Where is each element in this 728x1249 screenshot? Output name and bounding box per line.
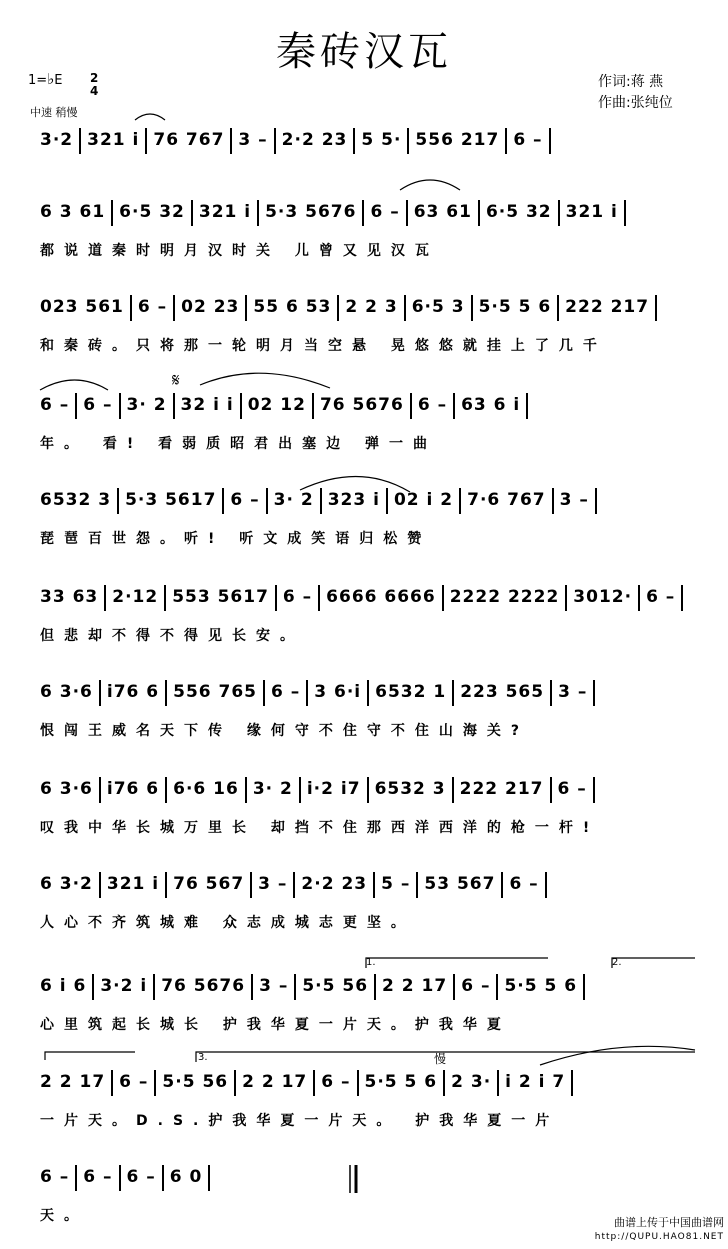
measure: 76 767 bbox=[153, 130, 225, 150]
score-system bbox=[40, 974, 700, 1054]
notes-line bbox=[40, 872, 700, 898]
bar-line bbox=[313, 1070, 315, 1096]
measure: 6 – bbox=[83, 1167, 113, 1187]
measure: 6 3·6 bbox=[40, 779, 93, 799]
measure: 6 – bbox=[370, 202, 400, 222]
notes-line bbox=[40, 585, 700, 611]
measure: 6 i 6 bbox=[40, 976, 87, 996]
bar-line bbox=[593, 680, 595, 706]
bar-line bbox=[565, 585, 567, 611]
measure: 6 – bbox=[282, 587, 313, 607]
flat-sign: ♭ bbox=[47, 70, 55, 88]
measure: 321 i bbox=[87, 130, 140, 150]
lyrics-line: 都说道秦时明月汉时关 儿曾又见汉瓦 bbox=[40, 243, 439, 259]
bar-line bbox=[79, 128, 81, 154]
bar-line bbox=[545, 872, 547, 898]
bar-line bbox=[275, 585, 277, 611]
bar-line bbox=[681, 585, 683, 611]
bar-line bbox=[452, 777, 454, 803]
measure: 02 12 bbox=[247, 395, 306, 415]
notes-line bbox=[40, 200, 700, 226]
measure: 2222 2222 bbox=[449, 587, 560, 607]
bar-line bbox=[240, 393, 242, 419]
bar-line bbox=[471, 295, 473, 321]
bar-line bbox=[173, 295, 175, 321]
bar-line bbox=[245, 777, 247, 803]
notes-line bbox=[40, 393, 700, 419]
measure: 63 61 bbox=[413, 202, 472, 222]
measure: 76 5676 bbox=[319, 395, 404, 415]
bar-line bbox=[250, 872, 252, 898]
score-system bbox=[40, 777, 700, 857]
bar-line bbox=[230, 128, 232, 154]
bar-line bbox=[557, 295, 559, 321]
measure: i76 6 bbox=[106, 779, 160, 799]
measure: 6 – bbox=[321, 1072, 351, 1092]
volta-1: 1. bbox=[366, 957, 376, 968]
bar-line bbox=[453, 393, 455, 419]
bar-line bbox=[99, 872, 101, 898]
bar-line bbox=[453, 974, 455, 1000]
volta-2: 2. bbox=[612, 957, 622, 968]
bar-line bbox=[337, 295, 339, 321]
bar-line bbox=[104, 585, 106, 611]
measure: 3 – bbox=[558, 682, 588, 702]
bar-line bbox=[153, 974, 155, 1000]
measure: 3 – bbox=[559, 490, 589, 510]
bar-line bbox=[558, 200, 560, 226]
measure: 2 2 17 bbox=[40, 1072, 106, 1092]
score-title: 秦砖汉瓦 bbox=[276, 29, 452, 75]
bar-line bbox=[245, 295, 247, 321]
measure: 6 – bbox=[417, 395, 448, 415]
measure: i·2 i7 bbox=[306, 779, 361, 799]
meter-bottom: 4 bbox=[90, 84, 99, 98]
lyrics-line: 人心不齐筑城难 众志成城志更坚。 bbox=[40, 915, 415, 931]
bar-line bbox=[638, 585, 640, 611]
measure: 6532 3 bbox=[374, 779, 446, 799]
bar-line bbox=[274, 128, 276, 154]
bar-line bbox=[111, 200, 113, 226]
segno-sign: 𝄋 bbox=[172, 370, 180, 391]
bar-line bbox=[145, 128, 147, 154]
bar-line bbox=[257, 200, 259, 226]
bar-line bbox=[497, 1070, 499, 1096]
bar-line bbox=[526, 393, 528, 419]
measure: 55 6 53 bbox=[253, 297, 332, 317]
measure: 33 63 bbox=[40, 587, 99, 607]
measure: 556 765 bbox=[173, 682, 257, 702]
measure: 3·2 bbox=[40, 130, 74, 150]
measure: 6 – bbox=[40, 1167, 70, 1187]
measure: 5·5 56 bbox=[302, 976, 369, 996]
score-system bbox=[40, 128, 700, 208]
bar-line bbox=[571, 1070, 573, 1096]
footer-line-2: http://QUPU.HAO81.NET bbox=[594, 1232, 724, 1242]
bar-line bbox=[357, 1070, 359, 1096]
measure: 76 567 bbox=[173, 874, 245, 894]
bar-line bbox=[373, 872, 375, 898]
notes-line bbox=[40, 1070, 700, 1096]
measure: 5·5 5 6 bbox=[504, 976, 578, 996]
time-signature bbox=[90, 72, 98, 98]
measure: 6666 6666 bbox=[326, 587, 436, 607]
bar-line bbox=[293, 872, 295, 898]
bar-line bbox=[406, 200, 408, 226]
bar-line bbox=[165, 777, 167, 803]
key-note: E bbox=[54, 73, 63, 88]
bar-line bbox=[452, 680, 454, 706]
measure: 6·5 3 bbox=[411, 297, 465, 317]
bar-line bbox=[624, 200, 626, 226]
measure: 5·3 5617 bbox=[125, 490, 217, 510]
measure: 6 – bbox=[119, 1072, 149, 1092]
measure: 6 – bbox=[509, 874, 539, 894]
notes-line bbox=[40, 974, 700, 1000]
footer-note bbox=[595, 1216, 724, 1244]
lyrics-line: 但悲却不得不得见长安。 bbox=[40, 628, 304, 644]
measure: 5·5 5 6 bbox=[364, 1072, 438, 1092]
measure: 2 2 17 bbox=[242, 1072, 308, 1092]
bar-line bbox=[312, 393, 314, 419]
bar-line bbox=[353, 128, 355, 154]
measure: 222 217 bbox=[459, 779, 544, 799]
measure: 2 2 3 bbox=[345, 297, 398, 317]
measure: 53 567 bbox=[424, 874, 496, 894]
measure: 6·5 32 bbox=[119, 202, 185, 222]
notes-line bbox=[40, 295, 700, 321]
measure: 023 561 bbox=[40, 297, 124, 317]
composer: 作曲:张纯位 bbox=[598, 95, 673, 111]
key-signature bbox=[28, 70, 62, 88]
score-system bbox=[40, 295, 700, 375]
score-system bbox=[40, 680, 700, 760]
tempo-marking: 中速 稍慢 bbox=[30, 106, 78, 119]
bar-line bbox=[655, 295, 657, 321]
measure: 3012· bbox=[573, 587, 633, 607]
measure: 2 3· bbox=[451, 1072, 492, 1092]
bar-line bbox=[583, 974, 585, 1000]
measure: 3· 2 bbox=[252, 779, 293, 799]
bar-line bbox=[505, 128, 507, 154]
bar-line bbox=[386, 488, 388, 514]
measure: 223 565 bbox=[460, 682, 545, 702]
bar-line bbox=[75, 393, 77, 419]
bar-line bbox=[92, 974, 94, 1000]
measure: 6 – bbox=[230, 490, 260, 510]
measure: 3 6·i bbox=[314, 682, 362, 702]
lyrics-line: 天。 bbox=[40, 1208, 88, 1224]
bar-line bbox=[407, 128, 409, 154]
bar-line bbox=[595, 488, 597, 514]
measure: 5·3 5676 bbox=[265, 202, 357, 222]
measure: 6 0 bbox=[169, 1167, 203, 1187]
measure: 63 6 i bbox=[461, 395, 521, 415]
measure: 321 i bbox=[106, 874, 160, 894]
bar-line bbox=[251, 974, 253, 1000]
measure: 6 3·2 bbox=[40, 874, 93, 894]
score-system bbox=[40, 393, 700, 473]
lyrics-line: 琵琶百世怨。听! 听文成笑语归松赞 bbox=[40, 531, 432, 547]
measure: 6 – bbox=[513, 130, 543, 150]
score-system bbox=[40, 585, 700, 665]
measure: 3· 2 bbox=[273, 490, 314, 510]
bar-line bbox=[234, 1070, 236, 1096]
measure: 02 23 bbox=[181, 297, 240, 317]
notes-line bbox=[40, 1165, 700, 1191]
measure: 3 – bbox=[238, 130, 268, 150]
lyrics-line: 心里筑起长城长 护我华夏一片天。护我华夏 bbox=[40, 1017, 511, 1033]
measure: 02 i 2 bbox=[393, 490, 454, 510]
bar-line bbox=[549, 128, 551, 154]
measure: 3·2 i bbox=[100, 976, 148, 996]
bar-line bbox=[299, 777, 301, 803]
measure: 2 2 17 bbox=[382, 976, 448, 996]
measure: 6 – bbox=[271, 682, 301, 702]
bar-line bbox=[222, 488, 224, 514]
lyrics-line: 年。 看! 看弱质昭君出塞边 弹一曲 bbox=[40, 436, 438, 452]
measure: 6 – bbox=[40, 395, 70, 415]
measure: 6 3 61 bbox=[40, 202, 106, 222]
bar-line bbox=[165, 872, 167, 898]
measure: 321 i bbox=[565, 202, 618, 222]
bar-line bbox=[266, 488, 268, 514]
bar-line bbox=[130, 295, 132, 321]
measure: 7·6 767 bbox=[467, 490, 546, 510]
measure: 3 – bbox=[258, 874, 288, 894]
lyricist: 作词:蒋 燕 bbox=[598, 74, 664, 90]
measure: 32 i i bbox=[180, 395, 234, 415]
bar-line bbox=[459, 488, 461, 514]
bar-line bbox=[550, 777, 552, 803]
bar-line bbox=[320, 488, 322, 514]
bar-line bbox=[404, 295, 406, 321]
score-system bbox=[40, 1070, 700, 1150]
bar-line bbox=[496, 974, 498, 1000]
score-system bbox=[40, 488, 700, 568]
measure: 3 – bbox=[259, 976, 289, 996]
bar-line bbox=[208, 1165, 210, 1191]
measure: 6 3·6 bbox=[40, 682, 93, 702]
measure: 553 5617 bbox=[172, 587, 269, 607]
bar-line bbox=[410, 393, 412, 419]
bar-line bbox=[99, 777, 101, 803]
measure: i 2 i 7 bbox=[505, 1072, 566, 1092]
measure: 6·5 32 bbox=[485, 202, 552, 222]
bar-line bbox=[550, 680, 552, 706]
score-system bbox=[40, 200, 700, 280]
measure: 6 – bbox=[137, 297, 168, 317]
volta-3: 3. bbox=[198, 1052, 208, 1063]
footer-line-1: 曲谱上传于中国曲谱网 bbox=[614, 1216, 724, 1229]
slow-marking: 慢 bbox=[434, 1052, 447, 1066]
notes-line bbox=[40, 488, 700, 514]
bar-line bbox=[294, 974, 296, 1000]
measure: 2·2 23 bbox=[301, 874, 368, 894]
bar-line bbox=[117, 488, 119, 514]
bar-line bbox=[367, 777, 369, 803]
bar-line bbox=[119, 1165, 121, 1191]
measure: 2·2 23 bbox=[281, 130, 348, 150]
bar-line bbox=[501, 872, 503, 898]
bar-line bbox=[318, 585, 320, 611]
bar-line bbox=[362, 200, 364, 226]
measure: 6 – bbox=[646, 587, 676, 607]
measure: 2·12 bbox=[112, 587, 159, 607]
measure: 5 – bbox=[381, 874, 411, 894]
measure: 3· 2 bbox=[126, 395, 167, 415]
notes-line bbox=[40, 680, 700, 706]
notes-line bbox=[40, 777, 700, 803]
measure: 76 5676 bbox=[161, 976, 246, 996]
lyrics-line: 和秦砖。只将那一轮明月当空悬 晃悠悠就挂上了几千 bbox=[40, 338, 607, 354]
bar-line bbox=[367, 680, 369, 706]
bar-line bbox=[478, 200, 480, 226]
measure: 6·6 16 bbox=[173, 779, 239, 799]
credits bbox=[598, 72, 673, 114]
bar-line bbox=[99, 680, 101, 706]
measure: 6 – bbox=[557, 779, 587, 799]
measure: 5·5 56 bbox=[162, 1072, 229, 1092]
bar-line bbox=[154, 1070, 156, 1096]
measure: 6 – bbox=[83, 395, 113, 415]
bar-line bbox=[416, 872, 418, 898]
bar-line bbox=[263, 680, 265, 706]
bar-line bbox=[111, 1070, 113, 1096]
bar-line bbox=[173, 393, 175, 419]
measure: 323 i bbox=[327, 490, 380, 510]
score-system bbox=[40, 872, 700, 952]
bar-line bbox=[75, 1165, 77, 1191]
bar-line bbox=[443, 1070, 445, 1096]
bar-line bbox=[119, 393, 121, 419]
measure: 6532 3 bbox=[40, 490, 112, 510]
measure: 556 217 bbox=[415, 130, 500, 150]
meter-top: 2 bbox=[90, 71, 99, 85]
measure: 222 217 bbox=[565, 297, 650, 317]
measure: 6 – bbox=[461, 976, 491, 996]
notes-line bbox=[40, 128, 700, 154]
measure: 6 – bbox=[126, 1167, 156, 1187]
bar-line bbox=[165, 680, 167, 706]
bar-line bbox=[374, 974, 376, 1000]
bar-line bbox=[306, 680, 308, 706]
bar-line bbox=[164, 585, 166, 611]
measure: 5·5 5 6 bbox=[478, 297, 552, 317]
measure: i76 6 bbox=[106, 682, 160, 702]
bar-line bbox=[442, 585, 444, 611]
measure: 5 5· bbox=[361, 130, 402, 150]
lyrics-line: 一片天。D.S.护我华夏一片天。 护我华夏一片 bbox=[40, 1113, 560, 1129]
bar-line bbox=[593, 777, 595, 803]
bar-line bbox=[191, 200, 193, 226]
bar-line bbox=[552, 488, 554, 514]
key-label: 1= bbox=[28, 73, 48, 88]
measure: 6532 1 bbox=[375, 682, 447, 702]
measure: 321 i bbox=[198, 202, 252, 222]
bar-line bbox=[162, 1165, 164, 1191]
lyrics-line: 恨闯王威名天下传 缘何守不住守不住山海关? bbox=[40, 723, 529, 739]
lyrics-line: 叹我中华长城万里长 却挡不住那西洋西洋的枪一杆! bbox=[40, 820, 600, 836]
